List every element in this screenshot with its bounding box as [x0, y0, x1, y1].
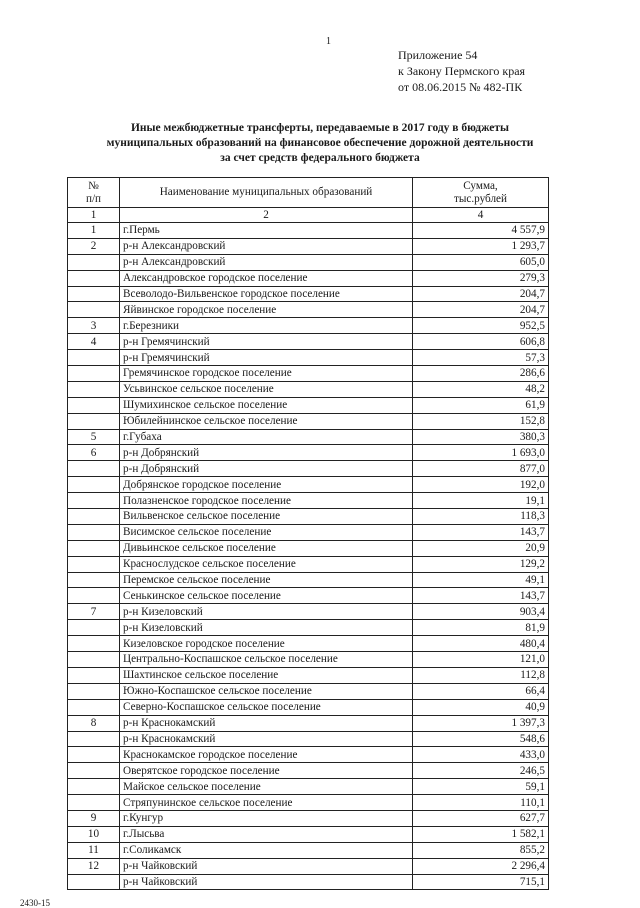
table-row: [68, 858, 549, 874]
row-name: Добрянское городское поселение: [120, 477, 413, 493]
row-sum: 606,8: [413, 334, 549, 350]
table-row: [68, 318, 549, 334]
table-row: [68, 445, 549, 461]
row-sum: 48,2: [413, 381, 549, 397]
transfers-table: [67, 177, 549, 890]
row-sum: 110,1: [413, 795, 549, 811]
row-name: Гремячинское городское поселение: [120, 366, 413, 382]
table-row: [68, 223, 549, 239]
appendix-reference: [398, 47, 525, 95]
row-sum: 152,8: [413, 413, 549, 429]
row-number: [68, 461, 120, 477]
row-name: Яйвинское городское поселение: [120, 302, 413, 318]
row-name: р-н Александровский: [120, 238, 413, 254]
page-number: 1: [326, 36, 331, 47]
row-number: [68, 381, 120, 397]
row-number: [68, 667, 120, 683]
table-row: [68, 604, 549, 620]
table-row: [68, 540, 549, 556]
table-row: [68, 254, 549, 270]
table-row: [68, 572, 549, 588]
row-name: Юбилейнинское сельское поселение: [120, 413, 413, 429]
row-name: г.Соликамск: [120, 842, 413, 858]
table-row: [68, 826, 549, 842]
row-sum: 121,0: [413, 652, 549, 668]
appendix-line: от 08.06.2015 № 482-ПК: [398, 80, 523, 94]
row-sum: 204,7: [413, 302, 549, 318]
row-number: [68, 795, 120, 811]
table-row: [68, 350, 549, 366]
row-name: Усьвинское сельское поселение: [120, 381, 413, 397]
row-number: [68, 493, 120, 509]
row-number: 9: [68, 810, 120, 826]
appendix-line: Приложение 54: [398, 48, 478, 62]
row-sum: 877,0: [413, 461, 549, 477]
row-number: [68, 413, 120, 429]
table-row: [68, 461, 549, 477]
row-name: г.Губаха: [120, 429, 413, 445]
row-name: р-н Краснокамский: [120, 715, 413, 731]
footer-code: 2430-15: [20, 898, 50, 908]
row-number: 12: [68, 858, 120, 874]
table-row: [68, 509, 549, 525]
table-row: [68, 286, 549, 302]
row-name: Дивьинское сельское поселение: [120, 540, 413, 556]
row-sum: 49,1: [413, 572, 549, 588]
row-sum: 433,0: [413, 747, 549, 763]
row-number: 4: [68, 334, 120, 350]
row-number: [68, 588, 120, 604]
row-sum: 57,3: [413, 350, 549, 366]
table-row: [68, 763, 549, 779]
table-row: [68, 556, 549, 572]
row-number: [68, 524, 120, 540]
row-name: г.Лысьва: [120, 826, 413, 842]
row-sum: 129,2: [413, 556, 549, 572]
table-row: [68, 429, 549, 445]
row-sum: 855,2: [413, 842, 549, 858]
row-sum: 1 397,3: [413, 715, 549, 731]
row-sum: 143,7: [413, 588, 549, 604]
row-number: [68, 540, 120, 556]
row-number: [68, 636, 120, 652]
table-row: [68, 493, 549, 509]
table-row: [68, 302, 549, 318]
row-name: Кизеловское городское поселение: [120, 636, 413, 652]
row-sum: 903,4: [413, 604, 549, 620]
row-number: 1: [68, 223, 120, 239]
row-name: г.Кунгур: [120, 810, 413, 826]
row-sum: 246,5: [413, 763, 549, 779]
table-row: [68, 683, 549, 699]
row-sum: 380,3: [413, 429, 549, 445]
row-sum: 279,3: [413, 270, 549, 286]
row-sum: 19,1: [413, 493, 549, 509]
table-row: [68, 810, 549, 826]
row-number: [68, 366, 120, 382]
row-name: р-н Александровский: [120, 254, 413, 270]
table-row: [68, 620, 549, 636]
row-name: Стряпунинское сельское поселение: [120, 795, 413, 811]
row-number: [68, 302, 120, 318]
table-row: [68, 588, 549, 604]
row-name: Южно-Коспашское сельское поселение: [120, 683, 413, 699]
row-number: [68, 699, 120, 715]
row-sum: 286,6: [413, 366, 549, 382]
row-number: [68, 397, 120, 413]
row-number: 5: [68, 429, 120, 445]
row-sum: 715,1: [413, 874, 549, 890]
row-number: [68, 556, 120, 572]
row-name: р-н Гремячинский: [120, 334, 413, 350]
row-name: Александровское городское поселение: [120, 270, 413, 286]
row-name: р-н Краснокамский: [120, 731, 413, 747]
row-name: р-н Чайковский: [120, 858, 413, 874]
column-number: 4: [413, 208, 549, 223]
row-name: Майское сельское поселение: [120, 779, 413, 795]
row-name: Перемское сельское поселение: [120, 572, 413, 588]
row-number: [68, 270, 120, 286]
row-name: р-н Добрянский: [120, 445, 413, 461]
row-number: [68, 477, 120, 493]
row-number: 7: [68, 604, 120, 620]
table-row: [68, 636, 549, 652]
row-name: р-н Кизеловский: [120, 620, 413, 636]
table-row: [68, 652, 549, 668]
row-sum: 40,9: [413, 699, 549, 715]
header-number: № п/п: [68, 178, 120, 208]
row-sum: 1 582,1: [413, 826, 549, 842]
row-number: [68, 509, 120, 525]
column-number: 1: [68, 208, 120, 223]
row-name: р-н Добрянский: [120, 461, 413, 477]
row-number: [68, 350, 120, 366]
row-name: Шумихинское сельское поселение: [120, 397, 413, 413]
row-number: 3: [68, 318, 120, 334]
appendix-line: к Закону Пермского края: [398, 64, 526, 78]
table-row: [68, 842, 549, 858]
title-line: муниципальных образований на финансовое обеспечение дорожной деятельности: [106, 137, 534, 149]
title-line: за счет средств федерального бюджета: [220, 152, 420, 164]
row-name: Оверятское городское поселение: [120, 763, 413, 779]
row-name: г.Березники: [120, 318, 413, 334]
table-row: [68, 874, 549, 890]
row-number: [68, 747, 120, 763]
row-name: Вильвенское сельское поселение: [120, 509, 413, 525]
table-row: [68, 334, 549, 350]
row-name: Центрально-Коспашское сельское поселение: [120, 652, 413, 668]
column-numbers-row: [68, 208, 549, 223]
row-sum: 143,7: [413, 524, 549, 540]
row-sum: 118,3: [413, 509, 549, 525]
table-row: [68, 270, 549, 286]
table-row: [68, 731, 549, 747]
row-sum: 605,0: [413, 254, 549, 270]
row-number: [68, 731, 120, 747]
table-row: [68, 779, 549, 795]
row-name: Шахтинское сельское поселение: [120, 667, 413, 683]
row-number: 2: [68, 238, 120, 254]
document-title: [60, 121, 580, 166]
row-sum: 81,9: [413, 620, 549, 636]
row-name: р-н Чайковский: [120, 874, 413, 890]
table-row: [68, 524, 549, 540]
row-number: [68, 286, 120, 302]
row-number: [68, 652, 120, 668]
row-number: [68, 620, 120, 636]
row-number: 8: [68, 715, 120, 731]
row-sum: 480,4: [413, 636, 549, 652]
row-sum: 2 296,4: [413, 858, 549, 874]
row-name: Висимское сельское поселение: [120, 524, 413, 540]
row-sum: 59,1: [413, 779, 549, 795]
title-line: Иные межбюджетные трансферты, передаваемые в 2017 году в бюджеты: [130, 122, 510, 134]
row-number: 11: [68, 842, 120, 858]
row-number: 10: [68, 826, 120, 842]
table-row: [68, 715, 549, 731]
table-row: [68, 699, 549, 715]
row-number: [68, 874, 120, 890]
header-sum: Сумма, тыс.рублей: [413, 178, 549, 208]
table-row: [68, 366, 549, 382]
row-name: р-н Кизеловский: [120, 604, 413, 620]
row-sum: 61,9: [413, 397, 549, 413]
row-sum: 192,0: [413, 477, 549, 493]
row-number: [68, 779, 120, 795]
row-name: г.Пермь: [120, 223, 413, 239]
row-number: [68, 254, 120, 270]
row-name: Всеволодо-Вильвенское городское поселение: [120, 286, 413, 302]
row-number: 6: [68, 445, 120, 461]
table-row: [68, 413, 549, 429]
table-row: [68, 381, 549, 397]
row-name: Северно-Коспашское сельское поселение: [120, 699, 413, 715]
row-name: р-н Гремячинский: [120, 350, 413, 366]
row-sum: 1 693,0: [413, 445, 549, 461]
row-number: [68, 763, 120, 779]
row-sum: 204,7: [413, 286, 549, 302]
row-sum: 627,7: [413, 810, 549, 826]
row-sum: 4 557,9: [413, 223, 549, 239]
table-row: [68, 397, 549, 413]
row-number: [68, 683, 120, 699]
row-sum: 1 293,7: [413, 238, 549, 254]
header-name: Наименование муниципальных образований: [120, 178, 413, 208]
table-row: [68, 238, 549, 254]
table-row: [68, 747, 549, 763]
table-row: [68, 795, 549, 811]
row-sum: 20,9: [413, 540, 549, 556]
row-sum: 952,5: [413, 318, 549, 334]
row-sum: 112,8: [413, 667, 549, 683]
table-header-row: [68, 178, 549, 208]
row-name: Краснокамское городское поселение: [120, 747, 413, 763]
row-name: Сенькинское сельское поселение: [120, 588, 413, 604]
table-row: [68, 667, 549, 683]
row-name: Краснослудское сельское поселение: [120, 556, 413, 572]
row-sum: 548,6: [413, 731, 549, 747]
table-row: [68, 477, 549, 493]
row-name: Полазненское городское поселение: [120, 493, 413, 509]
row-sum: 66,4: [413, 683, 549, 699]
column-number: 2: [120, 208, 413, 223]
row-number: [68, 572, 120, 588]
